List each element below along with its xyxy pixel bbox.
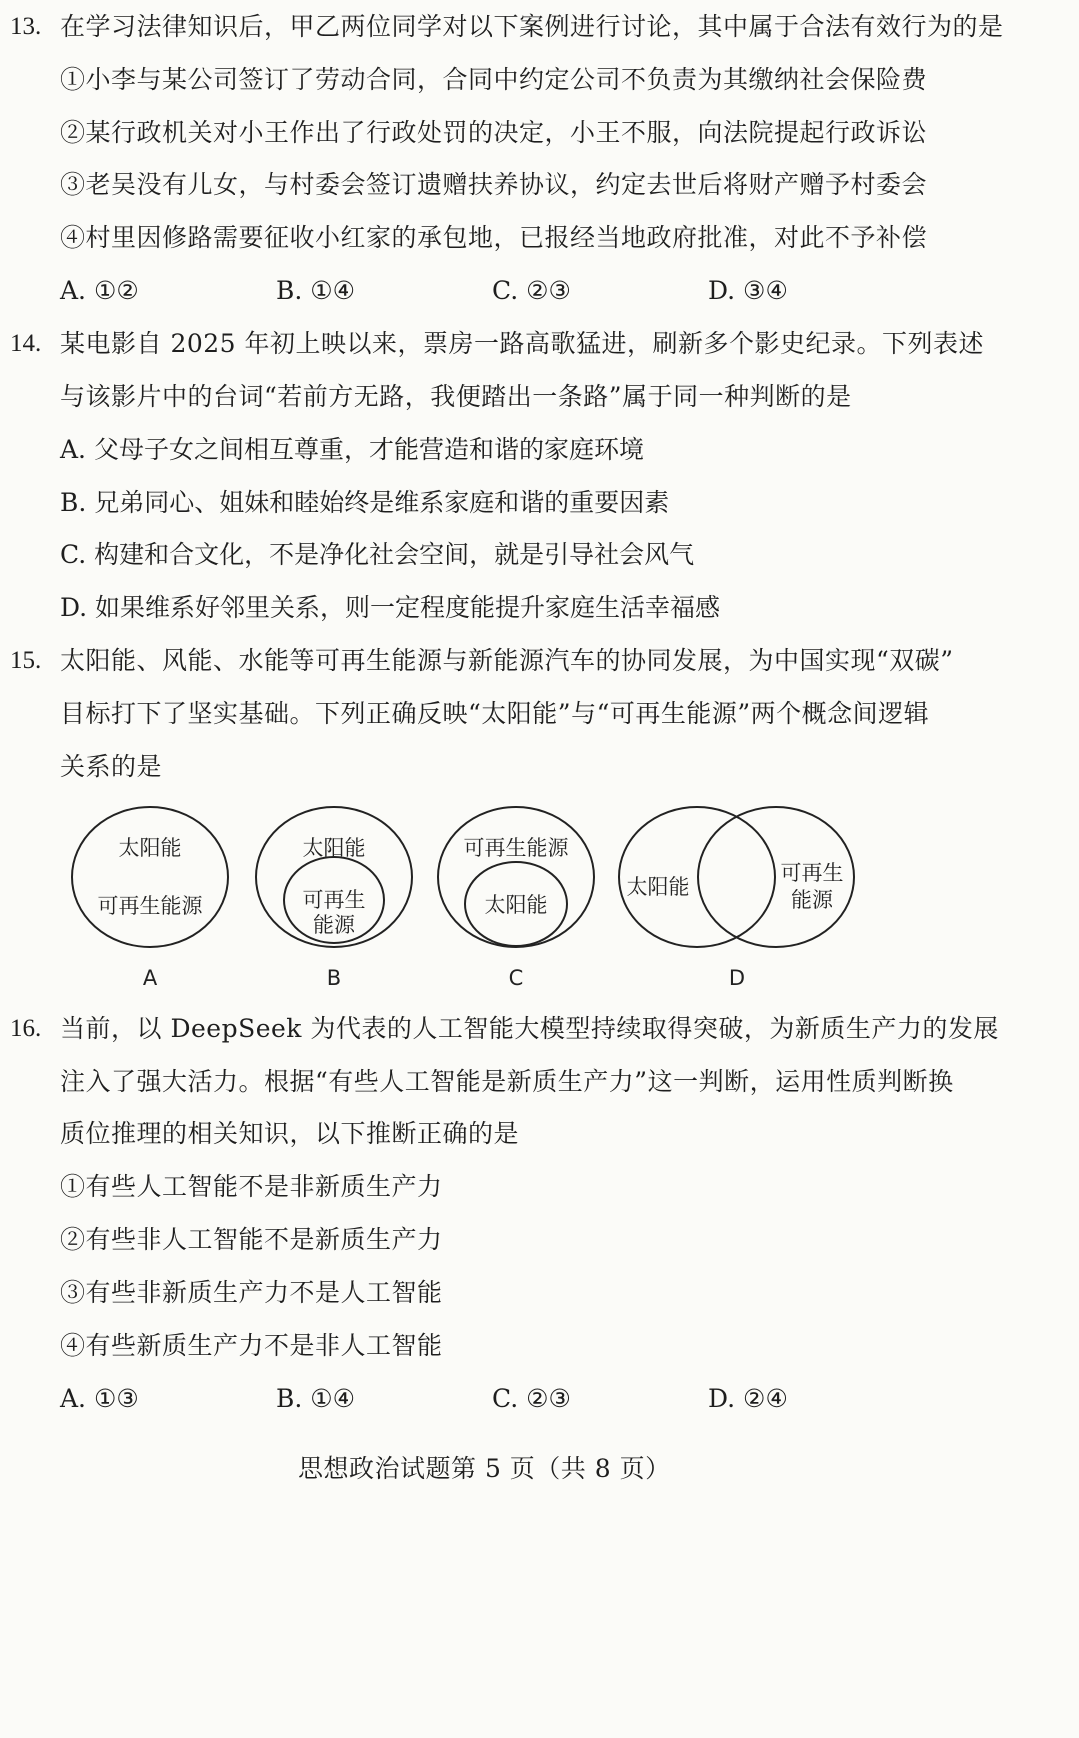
q14-option-d: D. 如果维系好邻里关系，则一定程度能提升家庭生活幸福感 bbox=[60, 593, 721, 622]
q13-option-a: A. ①② bbox=[60, 276, 139, 305]
q14-option-a: A. 父母子女之间相互尊重，才能营造和谐的家庭环境 bbox=[60, 435, 644, 464]
q13-option-b: B. ①④ bbox=[276, 276, 356, 305]
diagram-b-inner-label-2: 能源 bbox=[313, 913, 355, 937]
q13-item-3: ③老吴没有儿女，与村委会签订遗赠扶养协议，约定去世后将财产赠予村委会 bbox=[60, 170, 928, 199]
diagram-c bbox=[438, 807, 594, 990]
q15-stem-line3: 关系的是 bbox=[60, 752, 163, 781]
q13-option-d: D. ③④ bbox=[708, 276, 788, 305]
q15-stem-line2: 目标打下了坚实基础。下列正确反映“太阳能”与“可再生能源”两个概念间逻辑 bbox=[60, 699, 930, 728]
diagram-c-letter: C bbox=[508, 966, 524, 990]
diagram-d-left-label: 太阳能 bbox=[626, 875, 690, 899]
page-footer: 思想政治试题第 5 页（共 8 页） bbox=[298, 1454, 671, 1483]
diagram-a-letter: A bbox=[142, 966, 158, 990]
q15-stem-line1: 太阳能、风能、水能等可再生能源与新能源汽车的协同发展，为中国实现“双碳” bbox=[60, 646, 954, 675]
q13-option-c: C. ②③ bbox=[492, 276, 571, 305]
diagram-a-bottom-label: 可再生能源 bbox=[97, 894, 203, 918]
diagram-c-inner-label: 太阳能 bbox=[484, 893, 548, 917]
q14-option-c: C. 构建和合文化，不是净化社会空间，就是引导社会风气 bbox=[60, 540, 695, 569]
q14-number: 14. bbox=[10, 330, 42, 357]
q13-number: 13. bbox=[10, 13, 42, 40]
diagram-d-right-label-1: 可再生 bbox=[780, 861, 844, 885]
diagram-d bbox=[619, 807, 854, 990]
q16-stem-line3: 质位推理的相关知识，以下推断正确的是 bbox=[60, 1119, 520, 1148]
diagram-c-outer-circle bbox=[438, 807, 594, 947]
q15-number: 15. bbox=[10, 647, 42, 674]
q16-option-b: B. ①④ bbox=[276, 1384, 356, 1413]
q13-item-1: ①小李与某公司签订了劳动合同，合同中约定公司不负责为其缴纳社会保险费 bbox=[60, 65, 928, 94]
diagram-c-outer-label: 可再生能源 bbox=[463, 836, 569, 860]
diagram-a-circle bbox=[72, 807, 228, 947]
diagram-d-letter: D bbox=[728, 966, 746, 990]
q13-item-4: ④村里因修路需要征收小红家的承包地，已报经当地政府批准，对此不予补偿 bbox=[60, 223, 928, 252]
q16-item-2: ②有些非人工智能不是新质生产力 bbox=[60, 1225, 443, 1254]
diagram-b bbox=[256, 807, 412, 990]
q16-option-c: C. ②③ bbox=[492, 1384, 571, 1413]
q16-item-3: ③有些非新质生产力不是人工智能 bbox=[60, 1278, 443, 1307]
q13-item-2: ②某行政机关对小王作出了行政处罚的决定，小王不服，向法院提起行政诉讼 bbox=[60, 118, 928, 147]
diagram-a bbox=[72, 807, 228, 990]
q16-number: 16. bbox=[10, 1015, 42, 1042]
diagram-d-right-label-2: 能源 bbox=[791, 888, 833, 912]
diagram-b-inner-label-1: 可再生 bbox=[302, 888, 366, 912]
q16-item-4: ④有些新质生产力不是非人工智能 bbox=[60, 1331, 443, 1360]
q15-venn-diagrams bbox=[0, 800, 1079, 1000]
q16-stem-line1: 当前，以 DeepSeek 为代表的人工智能大模型持续取得突破，为新质生产力的发展 bbox=[60, 1014, 999, 1043]
q16-option-a: A. ①③ bbox=[60, 1384, 139, 1413]
q13-stem: 在学习法律知识后，甲乙两位同学对以下案例进行讨论，其中属于合法有效行为的是 bbox=[60, 12, 1004, 41]
q16-item-1: ①有些人工智能不是非新质生产力 bbox=[60, 1172, 443, 1201]
q16-option-d: D. ②④ bbox=[708, 1384, 788, 1413]
q14-stem-line2: 与该影片中的台词“若前方无路，我便踏出一条路”属于同一种判断的是 bbox=[60, 382, 852, 411]
q14-option-b: B. 兄弟同心、姐妹和睦始终是维系家庭和谐的重要因素 bbox=[60, 488, 670, 517]
q14-stem-line1: 某电影自 2025 年初上映以来，票房一路高歌猛进，刷新多个影史纪录。下列表述 bbox=[60, 329, 985, 358]
diagram-b-letter: B bbox=[326, 966, 342, 990]
diagram-a-top-label: 太阳能 bbox=[118, 836, 182, 860]
q16-stem-line2: 注入了强大活力。根据“有些人工智能是新质生产力”这一判断，运用性质判断换 bbox=[60, 1067, 954, 1096]
diagram-b-outer-label: 太阳能 bbox=[302, 836, 366, 860]
